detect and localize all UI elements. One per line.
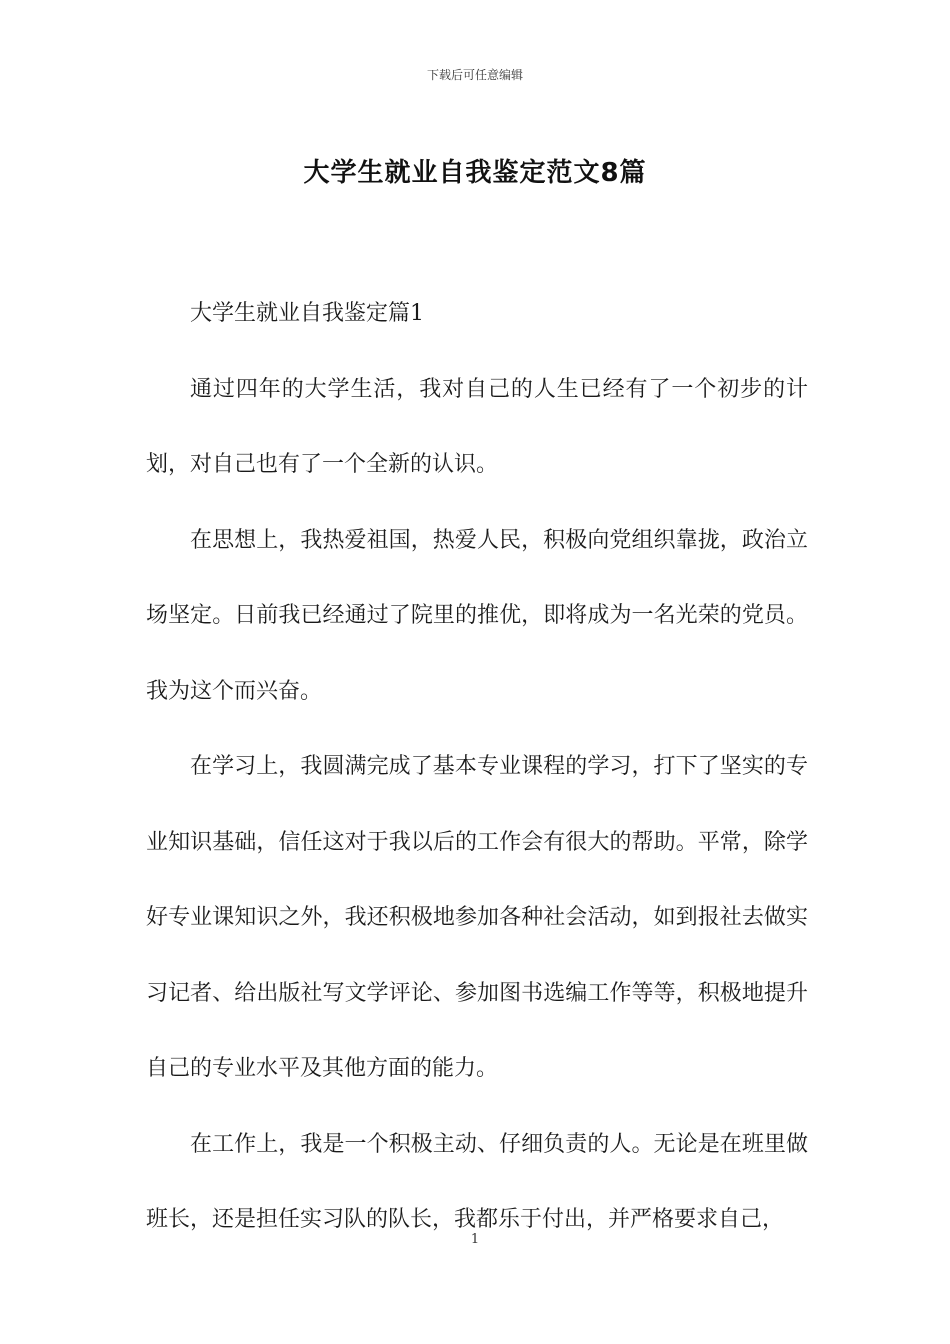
body-paragraph: 在思想上，我热爱祖国，热爱人民，积极向党组织靠拢，政治立场坚定。日前我已经通过了院里的推优，即将成为一名光荣的党员。我为这个而兴奋。 xyxy=(146,527,808,704)
body-paragraph: 在学习上，我圆满完成了基本专业课程的学习，打下了坚实的专业知识基础，信任这对于我以后的工作会有很大的帮助。平常，除学好专业课知识之外，我还积极地参加各种社会活动，如到报社去做实习记者、给出版社写文学评论、参加图书选编工作等等，积极地提升自己的专业水平及其他方面的能力。 xyxy=(146,754,808,1081)
page-number: 1 xyxy=(470,1232,480,1247)
section-heading: 大学生就业自我鉴定篇1 xyxy=(190,301,424,326)
body-paragraph: 通过四年的大学生活，我对自己的人生已经有了一个初步的计划，对自己也有了一个全新的认识。 xyxy=(146,376,808,477)
document-body xyxy=(146,276,808,1258)
body-paragraph: 在工作上，我是一个积极主动、仔细负责的人。无论是在班里做班长，还是担任实习队的队长，我都乐于付出，并严格要求自己， xyxy=(146,1131,808,1232)
header-note: 下载后可任意编辑 xyxy=(426,68,523,82)
document-title: 大学生就业自我鉴定范文8篇 xyxy=(303,158,647,188)
